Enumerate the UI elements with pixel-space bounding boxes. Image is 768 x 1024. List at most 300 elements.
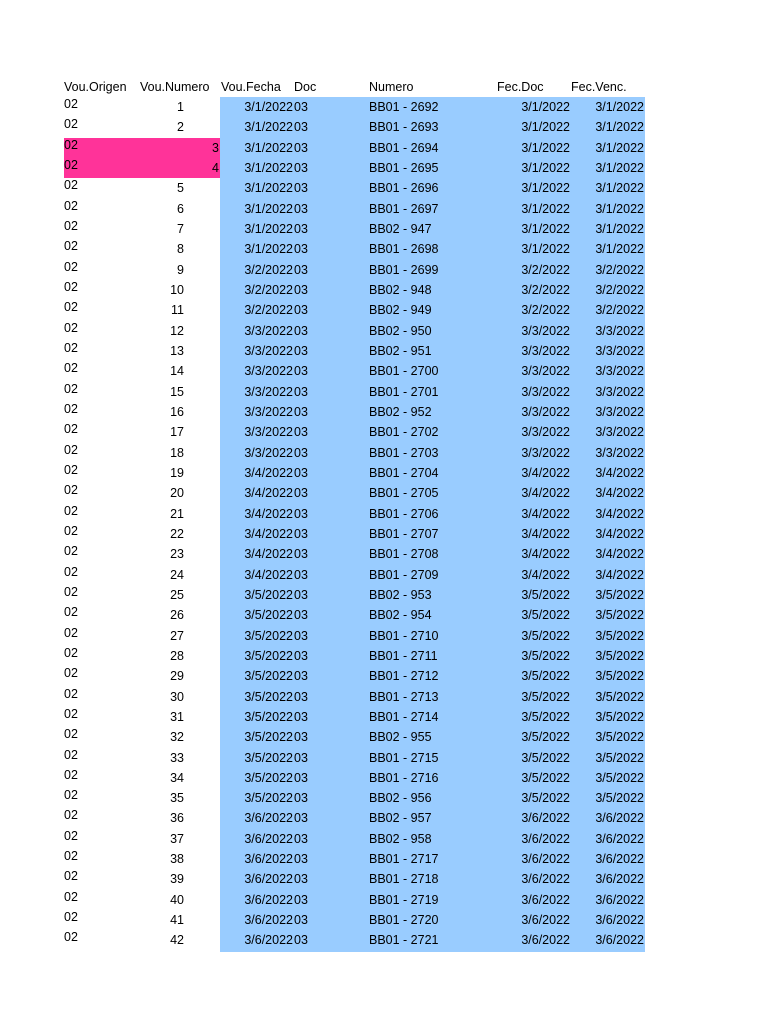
cell-vou-origen[interactable]: 02 [64,503,78,518]
cell-fec-venc[interactable]: 3/1/2022 [595,242,644,257]
cell-fec-venc[interactable]: 3/2/2022 [595,282,644,297]
cell-numero[interactable]: BB02 - 949 [369,303,432,318]
cell-fec-venc[interactable]: 3/4/2022 [595,526,644,541]
cell-doc[interactable]: 03 [294,221,308,236]
cell-numero[interactable]: BB01 - 2693 [369,120,439,135]
cell-vou-origen[interactable]: 02 [64,686,78,701]
cell-vou-fecha[interactable]: 3/1/2022 [244,221,293,236]
cell-vou-fecha[interactable]: 3/3/2022 [244,425,293,440]
cell-vou-origen[interactable]: 02 [64,930,78,945]
cell-vou-origen[interactable]: 02 [64,340,78,355]
cell-vou-origen[interactable]: 02 [64,727,78,742]
cell-numero[interactable]: BB01 - 2710 [369,628,439,643]
cell-fec-venc[interactable]: 3/3/2022 [595,343,644,358]
cell-doc[interactable]: 03 [294,811,308,826]
cell-fec-doc[interactable]: 3/5/2022 [521,648,570,663]
cell-numero[interactable]: BB01 - 2721 [369,933,439,948]
header-numero[interactable]: Numero [369,80,414,94]
cell-fec-venc[interactable]: 3/6/2022 [595,913,644,928]
cell-doc[interactable]: 03 [294,100,308,114]
cell-fec-venc[interactable]: 3/1/2022 [595,140,644,155]
cell-fec-venc[interactable]: 3/5/2022 [595,587,644,602]
cell-numero[interactable]: BB01 - 2696 [369,181,439,196]
cell-fec-venc[interactable]: 3/4/2022 [595,465,644,480]
cell-numero[interactable]: BB01 - 2698 [369,242,439,257]
cell-vou-numero[interactable]: 38 [170,852,184,867]
cell-vou-fecha[interactable]: 3/1/2022 [244,160,293,175]
cell-fec-doc[interactable]: 3/1/2022 [521,221,570,236]
cell-vou-origen[interactable]: 02 [64,97,78,111]
cell-fec-venc[interactable]: 3/1/2022 [595,160,644,175]
cell-vou-origen[interactable]: 02 [64,483,78,498]
cell-doc[interactable]: 03 [294,486,308,501]
cell-fec-venc[interactable]: 3/1/2022 [595,201,644,216]
cell-fec-doc[interactable]: 3/1/2022 [521,242,570,257]
cell-numero[interactable]: BB01 - 2702 [369,425,439,440]
cell-fec-doc[interactable]: 3/6/2022 [521,811,570,826]
cell-numero[interactable]: BB01 - 2692 [369,100,439,114]
cell-vou-origen[interactable]: 02 [64,747,78,762]
cell-fec-venc[interactable]: 3/5/2022 [595,628,644,643]
cell-fec-venc[interactable]: 3/3/2022 [595,425,644,440]
cell-fec-doc[interactable]: 3/3/2022 [521,343,570,358]
cell-vou-numero[interactable]: 18 [170,445,184,460]
cell-vou-fecha[interactable]: 3/6/2022 [244,811,293,826]
cell-fec-doc[interactable]: 3/4/2022 [521,506,570,521]
cell-vou-numero[interactable]: 12 [170,323,184,338]
header-fec-venc[interactable]: Fec.Venc. [571,80,627,94]
cell-doc[interactable]: 03 [294,181,308,196]
cell-fec-doc[interactable]: 3/4/2022 [521,486,570,501]
cell-doc[interactable]: 03 [294,120,308,135]
cell-vou-fecha[interactable]: 3/4/2022 [244,567,293,582]
header-vou-numero[interactable]: Vou.Numero [140,80,210,94]
cell-vou-numero[interactable]: 29 [170,669,184,684]
cell-vou-origen[interactable]: 02 [64,157,78,172]
cell-vou-fecha[interactable]: 3/1/2022 [244,100,293,114]
cell-doc[interactable]: 03 [294,750,308,765]
cell-vou-origen[interactable]: 02 [64,645,78,660]
cell-fec-doc[interactable]: 3/6/2022 [521,872,570,887]
cell-vou-fecha[interactable]: 3/6/2022 [244,933,293,948]
cell-vou-origen[interactable]: 02 [64,422,78,437]
cell-numero[interactable]: BB01 - 2704 [369,465,439,480]
cell-fec-doc[interactable]: 3/5/2022 [521,608,570,623]
cell-numero[interactable]: BB01 - 2715 [369,750,439,765]
cell-fec-doc[interactable]: 3/2/2022 [521,303,570,318]
cell-fec-doc[interactable]: 3/5/2022 [521,770,570,785]
cell-numero[interactable]: BB01 - 2699 [369,262,439,277]
cell-fec-venc[interactable]: 3/5/2022 [595,791,644,806]
cell-fec-venc[interactable]: 3/6/2022 [595,872,644,887]
cell-numero[interactable]: BB01 - 2713 [369,689,439,704]
cell-vou-numero[interactable]: 23 [170,547,184,562]
cell-vou-fecha[interactable]: 3/1/2022 [244,120,293,135]
cell-vou-fecha[interactable]: 3/5/2022 [244,689,293,704]
cell-fec-doc[interactable]: 3/3/2022 [521,323,570,338]
cell-vou-fecha[interactable]: 3/6/2022 [244,892,293,907]
cell-vou-fecha[interactable]: 3/3/2022 [244,343,293,358]
cell-vou-origen[interactable]: 02 [64,259,78,274]
cell-vou-origen[interactable]: 02 [64,401,78,416]
cell-vou-numero[interactable]: 3 [212,140,219,155]
cell-vou-fecha[interactable]: 3/4/2022 [244,506,293,521]
header-doc[interactable]: Doc [294,80,317,94]
cell-numero[interactable]: BB02 - 951 [369,343,432,358]
cell-vou-origen[interactable]: 02 [64,910,78,925]
cell-numero[interactable]: BB01 - 2705 [369,486,439,501]
cell-vou-numero[interactable]: 26 [170,608,184,623]
cell-vou-origen[interactable]: 02 [64,320,78,335]
cell-vou-numero[interactable]: 31 [170,709,184,724]
header-fec-doc[interactable]: Fec.Doc [497,80,544,94]
cell-vou-fecha[interactable]: 3/1/2022 [244,242,293,257]
cell-vou-numero[interactable]: 20 [170,486,184,501]
cell-vou-fecha[interactable]: 3/3/2022 [244,445,293,460]
cell-vou-numero[interactable]: 27 [170,628,184,643]
cell-doc[interactable]: 03 [294,933,308,948]
cell-doc[interactable]: 03 [294,587,308,602]
cell-vou-origen[interactable]: 02 [64,442,78,457]
cell-vou-origen[interactable]: 02 [64,706,78,721]
cell-vou-origen[interactable]: 02 [64,239,78,254]
cell-fec-venc[interactable]: 3/2/2022 [595,303,644,318]
cell-numero[interactable]: BB01 - 2701 [369,384,439,399]
cell-numero[interactable]: BB02 - 955 [369,730,432,745]
cell-doc[interactable]: 03 [294,831,308,846]
cell-fec-doc[interactable]: 3/1/2022 [521,181,570,196]
cell-doc[interactable]: 03 [294,384,308,399]
cell-doc[interactable]: 03 [294,465,308,480]
cell-fec-doc[interactable]: 3/4/2022 [521,526,570,541]
cell-vou-numero[interactable]: 41 [170,913,184,928]
cell-doc[interactable]: 03 [294,872,308,887]
cell-vou-origen[interactable]: 02 [64,137,78,152]
cell-numero[interactable]: BB01 - 2712 [369,669,439,684]
cell-vou-fecha[interactable]: 3/5/2022 [244,628,293,643]
cell-fec-venc[interactable]: 3/3/2022 [595,384,644,399]
cell-fec-venc[interactable]: 3/2/2022 [595,262,644,277]
cell-fec-doc[interactable]: 3/5/2022 [521,689,570,704]
cell-fec-venc[interactable]: 3/5/2022 [595,689,644,704]
cell-vou-fecha[interactable]: 3/5/2022 [244,770,293,785]
cell-vou-numero[interactable]: 32 [170,730,184,745]
cell-numero[interactable]: BB01 - 2707 [369,526,439,541]
cell-numero[interactable]: BB02 - 954 [369,608,432,623]
cell-fec-doc[interactable]: 3/3/2022 [521,404,570,419]
cell-fec-doc[interactable]: 3/2/2022 [521,262,570,277]
cell-fec-venc[interactable]: 3/3/2022 [595,364,644,379]
header-vou-origen[interactable]: Vou.Origen [64,80,127,94]
cell-vou-numero[interactable]: 33 [170,750,184,765]
cell-numero[interactable]: BB01 - 2720 [369,913,439,928]
cell-doc[interactable]: 03 [294,282,308,297]
cell-vou-numero[interactable]: 24 [170,567,184,582]
cell-fec-doc[interactable]: 3/4/2022 [521,465,570,480]
cell-vou-fecha[interactable]: 3/2/2022 [244,262,293,277]
cell-vou-fecha[interactable]: 3/3/2022 [244,364,293,379]
cell-vou-fecha[interactable]: 3/5/2022 [244,791,293,806]
cell-fec-venc[interactable]: 3/4/2022 [595,486,644,501]
cell-doc[interactable]: 03 [294,364,308,379]
cell-fec-doc[interactable]: 3/5/2022 [521,709,570,724]
cell-fec-venc[interactable]: 3/5/2022 [595,770,644,785]
cell-fec-venc[interactable]: 3/3/2022 [595,323,644,338]
cell-vou-origen[interactable]: 02 [64,279,78,294]
cell-vou-numero[interactable]: 39 [170,872,184,887]
cell-numero[interactable]: BB02 - 948 [369,282,432,297]
cell-fec-venc[interactable]: 3/4/2022 [595,506,644,521]
cell-fec-doc[interactable]: 3/1/2022 [521,120,570,135]
cell-vou-fecha[interactable]: 3/3/2022 [244,404,293,419]
cell-doc[interactable]: 03 [294,201,308,216]
cell-doc[interactable]: 03 [294,303,308,318]
cell-fec-doc[interactable]: 3/5/2022 [521,669,570,684]
cell-vou-origen[interactable]: 02 [64,889,78,904]
cell-doc[interactable]: 03 [294,242,308,257]
cell-vou-fecha[interactable]: 3/2/2022 [244,303,293,318]
cell-fec-venc[interactable]: 3/6/2022 [595,852,644,867]
cell-vou-fecha[interactable]: 3/5/2022 [244,608,293,623]
cell-vou-origen[interactable]: 02 [64,788,78,803]
cell-fec-venc[interactable]: 3/6/2022 [595,892,644,907]
cell-vou-origen[interactable]: 02 [64,849,78,864]
cell-fec-doc[interactable]: 3/5/2022 [521,730,570,745]
cell-numero[interactable]: BB02 - 947 [369,221,432,236]
cell-fec-venc[interactable]: 3/5/2022 [595,709,644,724]
cell-vou-origen[interactable]: 02 [64,381,78,396]
cell-vou-fecha[interactable]: 3/5/2022 [244,648,293,663]
cell-doc[interactable]: 03 [294,913,308,928]
cell-doc[interactable]: 03 [294,770,308,785]
cell-vou-numero[interactable]: 1 [177,100,184,114]
cell-fec-venc[interactable]: 3/6/2022 [595,831,644,846]
cell-vou-numero[interactable]: 34 [170,770,184,785]
cell-vou-fecha[interactable]: 3/4/2022 [244,465,293,480]
cell-vou-numero[interactable]: 28 [170,648,184,663]
cell-vou-origen[interactable]: 02 [64,584,78,599]
cell-numero[interactable]: BB01 - 2714 [369,709,439,724]
cell-numero[interactable]: BB01 - 2703 [369,445,439,460]
cell-vou-fecha[interactable]: 3/4/2022 [244,486,293,501]
cell-fec-venc[interactable]: 3/1/2022 [595,221,644,236]
cell-doc[interactable]: 03 [294,140,308,155]
cell-fec-doc[interactable]: 3/2/2022 [521,282,570,297]
cell-fec-venc[interactable]: 3/5/2022 [595,648,644,663]
cell-vou-numero[interactable]: 19 [170,465,184,480]
cell-fec-venc[interactable]: 3/5/2022 [595,730,644,745]
cell-fec-doc[interactable]: 3/1/2022 [521,201,570,216]
cell-vou-numero[interactable]: 21 [170,506,184,521]
cell-doc[interactable]: 03 [294,791,308,806]
cell-fec-venc[interactable]: 3/5/2022 [595,750,644,765]
cell-fec-venc[interactable]: 3/6/2022 [595,933,644,948]
cell-doc[interactable]: 03 [294,323,308,338]
cell-vou-numero[interactable]: 35 [170,791,184,806]
cell-doc[interactable]: 03 [294,669,308,684]
cell-vou-fecha[interactable]: 3/6/2022 [244,872,293,887]
cell-vou-numero[interactable]: 25 [170,587,184,602]
cell-fec-venc[interactable]: 3/5/2022 [595,669,644,684]
cell-numero[interactable]: BB02 - 950 [369,323,432,338]
cell-fec-doc[interactable]: 3/6/2022 [521,831,570,846]
cell-vou-numero[interactable]: 4 [212,160,219,175]
cell-fec-doc[interactable]: 3/4/2022 [521,547,570,562]
cell-vou-fecha[interactable]: 3/5/2022 [244,750,293,765]
cell-doc[interactable]: 03 [294,445,308,460]
cell-doc[interactable]: 03 [294,709,308,724]
cell-doc[interactable]: 03 [294,852,308,867]
cell-vou-numero[interactable]: 42 [170,933,184,948]
cell-vou-fecha[interactable]: 3/5/2022 [244,730,293,745]
cell-vou-fecha[interactable]: 3/6/2022 [244,852,293,867]
cell-fec-doc[interactable]: 3/3/2022 [521,384,570,399]
cell-fec-doc[interactable]: 3/6/2022 [521,933,570,948]
cell-numero[interactable]: BB02 - 956 [369,791,432,806]
cell-doc[interactable]: 03 [294,628,308,643]
cell-vou-numero[interactable]: 8 [177,242,184,257]
cell-fec-venc[interactable]: 3/1/2022 [595,120,644,135]
cell-vou-origen[interactable]: 02 [64,808,78,823]
cell-vou-numero[interactable]: 37 [170,831,184,846]
cell-numero[interactable]: BB01 - 2700 [369,364,439,379]
cell-vou-origen[interactable]: 02 [64,666,78,681]
cell-doc[interactable]: 03 [294,343,308,358]
cell-vou-origen[interactable]: 02 [64,625,78,640]
cell-numero[interactable]: BB02 - 957 [369,811,432,826]
cell-vou-fecha[interactable]: 3/2/2022 [244,282,293,297]
cell-numero[interactable]: BB02 - 953 [369,587,432,602]
cell-vou-origen[interactable]: 02 [64,117,78,132]
cell-vou-origen[interactable]: 02 [64,361,78,376]
cell-vou-fecha[interactable]: 3/4/2022 [244,547,293,562]
cell-numero[interactable]: BB01 - 2695 [369,160,439,175]
cell-fec-doc[interactable]: 3/1/2022 [521,100,570,114]
cell-vou-origen[interactable]: 02 [64,544,78,559]
cell-vou-numero[interactable]: 15 [170,384,184,399]
cell-numero[interactable]: BB01 - 2711 [369,648,438,663]
cell-vou-origen[interactable]: 02 [64,198,78,213]
cell-doc[interactable]: 03 [294,730,308,745]
cell-fec-venc[interactable]: 3/1/2022 [595,181,644,196]
cell-vou-origen[interactable]: 02 [64,564,78,579]
cell-vou-origen[interactable]: 02 [64,828,78,843]
cell-vou-numero[interactable]: 36 [170,811,184,826]
cell-vou-fecha[interactable]: 3/3/2022 [244,384,293,399]
cell-vou-numero[interactable]: 10 [170,282,184,297]
cell-vou-numero[interactable]: 5 [177,181,184,196]
cell-doc[interactable]: 03 [294,404,308,419]
cell-fec-venc[interactable]: 3/5/2022 [595,608,644,623]
cell-vou-fecha[interactable]: 3/1/2022 [244,201,293,216]
cell-vou-numero[interactable]: 13 [170,343,184,358]
cell-vou-numero[interactable]: 40 [170,892,184,907]
cell-doc[interactable]: 03 [294,892,308,907]
cell-vou-numero[interactable]: 11 [171,303,184,318]
cell-doc[interactable]: 03 [294,608,308,623]
cell-fec-venc[interactable]: 3/3/2022 [595,404,644,419]
cell-doc[interactable]: 03 [294,547,308,562]
cell-vou-fecha[interactable]: 3/6/2022 [244,831,293,846]
cell-fec-venc[interactable]: 3/4/2022 [595,547,644,562]
cell-fec-doc[interactable]: 3/3/2022 [521,425,570,440]
cell-fec-doc[interactable]: 3/6/2022 [521,892,570,907]
cell-fec-doc[interactable]: 3/3/2022 [521,364,570,379]
cell-vou-fecha[interactable]: 3/4/2022 [244,526,293,541]
cell-fec-venc[interactable]: 3/4/2022 [595,567,644,582]
cell-vou-fecha[interactable]: 3/5/2022 [244,587,293,602]
cell-vou-numero[interactable]: 9 [177,262,184,277]
cell-numero[interactable]: BB01 - 2716 [369,770,439,785]
cell-doc[interactable]: 03 [294,689,308,704]
cell-numero[interactable]: BB01 - 2706 [369,506,439,521]
cell-vou-origen[interactable]: 02 [64,462,78,477]
cell-vou-numero[interactable]: 7 [177,221,184,236]
cell-vou-origen[interactable]: 02 [64,523,78,538]
cell-doc[interactable]: 03 [294,506,308,521]
cell-fec-venc[interactable]: 3/1/2022 [595,100,644,114]
cell-vou-origen[interactable]: 02 [64,178,78,193]
cell-vou-fecha[interactable]: 3/5/2022 [244,669,293,684]
cell-fec-doc[interactable]: 3/5/2022 [521,750,570,765]
cell-fec-doc[interactable]: 3/6/2022 [521,913,570,928]
cell-vou-fecha[interactable]: 3/1/2022 [244,181,293,196]
cell-fec-doc[interactable]: 3/1/2022 [521,140,570,155]
cell-vou-origen[interactable]: 02 [64,869,78,884]
cell-numero[interactable]: BB01 - 2709 [369,567,439,582]
cell-vou-numero[interactable]: 6 [177,201,184,216]
cell-doc[interactable]: 03 [294,567,308,582]
cell-numero[interactable]: BB01 - 2708 [369,547,439,562]
cell-vou-numero[interactable]: 14 [170,364,184,379]
cell-fec-venc[interactable]: 3/6/2022 [595,811,644,826]
cell-vou-fecha[interactable]: 3/5/2022 [244,709,293,724]
cell-numero[interactable]: BB01 - 2719 [369,892,439,907]
cell-fec-doc[interactable]: 3/5/2022 [521,587,570,602]
cell-fec-venc[interactable]: 3/3/2022 [595,445,644,460]
cell-vou-origen[interactable]: 02 [64,605,78,620]
cell-vou-numero[interactable]: 22 [170,526,184,541]
cell-vou-origen[interactable]: 02 [64,218,78,233]
cell-vou-fecha[interactable]: 3/6/2022 [244,913,293,928]
cell-numero[interactable]: BB01 - 2694 [369,140,439,155]
cell-numero[interactable]: BB01 - 2718 [369,872,439,887]
cell-doc[interactable]: 03 [294,526,308,541]
cell-fec-doc[interactable]: 3/4/2022 [521,567,570,582]
cell-numero[interactable]: BB01 - 2717 [369,852,439,867]
cell-vou-numero[interactable]: 2 [177,120,184,135]
cell-numero[interactable]: BB01 - 2697 [369,201,439,216]
cell-vou-origen[interactable]: 02 [64,767,78,782]
cell-doc[interactable]: 03 [294,425,308,440]
cell-vou-origen[interactable]: 02 [64,300,78,315]
cell-vou-fecha[interactable]: 3/1/2022 [244,140,293,155]
cell-fec-doc[interactable]: 3/5/2022 [521,628,570,643]
cell-fec-doc[interactable]: 3/6/2022 [521,852,570,867]
cell-doc[interactable]: 03 [294,648,308,663]
cell-doc[interactable]: 03 [294,262,308,277]
cell-numero[interactable]: BB02 - 952 [369,404,432,419]
cell-vou-numero[interactable]: 16 [170,404,184,419]
cell-vou-numero[interactable]: 30 [170,689,184,704]
cell-vou-fecha[interactable]: 3/3/2022 [244,323,293,338]
cell-doc[interactable]: 03 [294,160,308,175]
header-vou-fecha[interactable]: Vou.Fecha [221,80,281,94]
cell-numero[interactable]: BB02 - 958 [369,831,432,846]
cell-fec-doc[interactable]: 3/5/2022 [521,791,570,806]
cell-fec-doc[interactable]: 3/1/2022 [521,160,570,175]
cell-fec-doc[interactable]: 3/3/2022 [521,445,570,460]
